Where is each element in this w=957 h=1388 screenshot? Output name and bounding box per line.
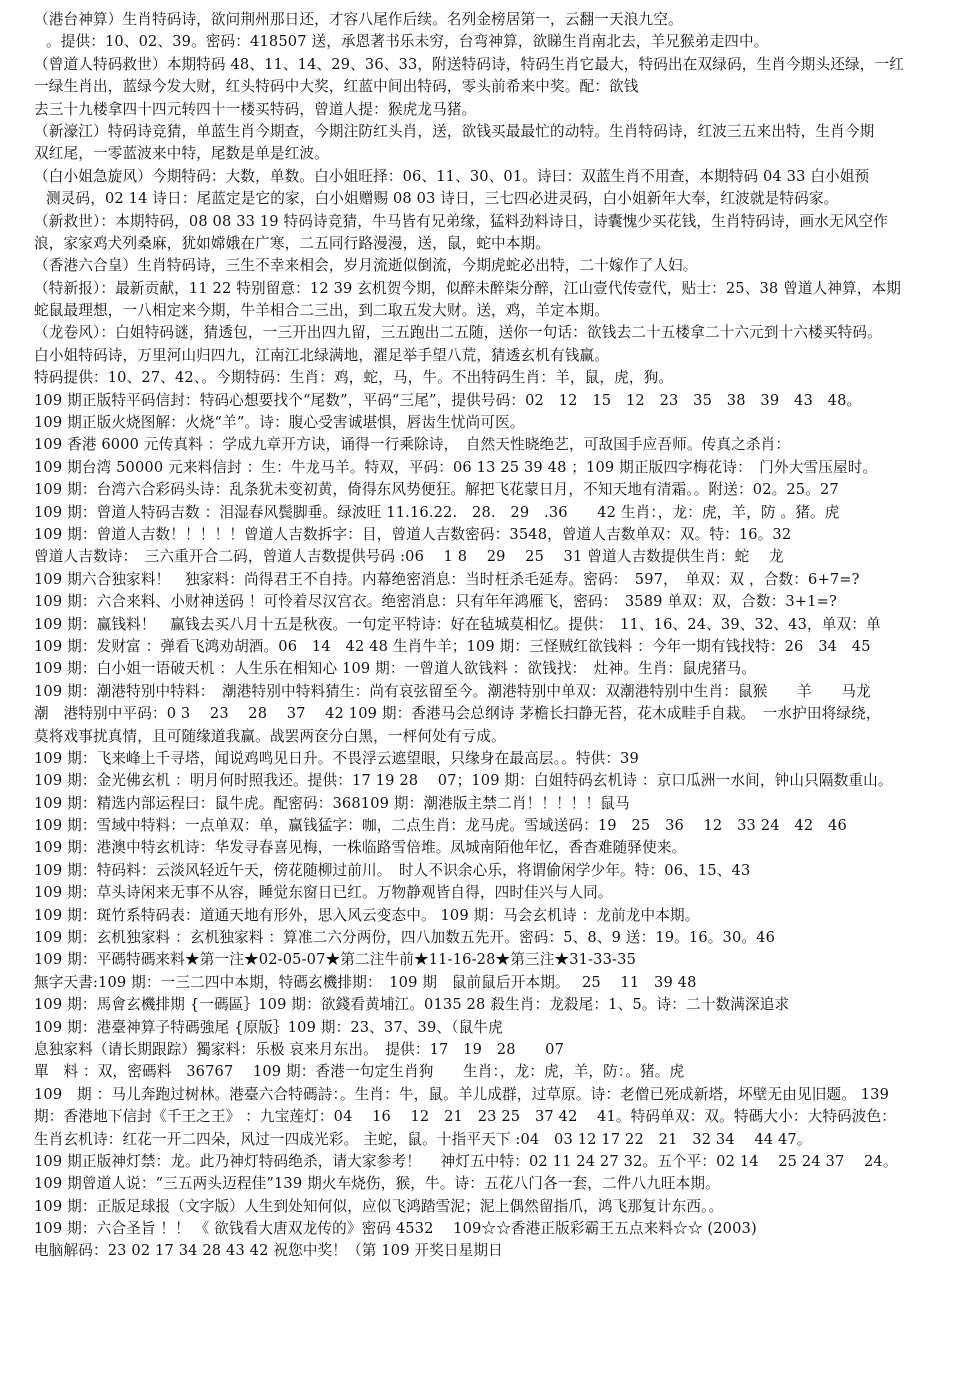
text-line: 109 期：玄机独家料 ：玄机独家料 ：算准二六分两份，四八加数五先开。密码：5、8、9 送：19。16。30。46 — [34, 929, 775, 947]
text-line: 109 期：白小姐一语破天机 ：人生乐在相知心 109 期：一曾道人欲钱料 ：欲钱找： 灶神。生肖：鼠虎猪马。 — [34, 660, 756, 678]
text-line: 109 期：飞来峰上千寻塔，闻说鸡鸣见日升。不畏浮云遮望眼，只缘身在最高层。。特供：39 — [34, 749, 639, 767]
text-line: 一绿生肖出，蓝绿今发大财，红头特码中大奖，红蓝中间出特码，零头前希来中奖。配：欲钱 — [34, 78, 639, 96]
text-line: 白小姐特码诗，万里河山归四九，江南江北绿满地，濯足举手望八荒，猜透玄机有钱赢。 — [34, 346, 610, 364]
text-line: 109 期：台湾六合彩码头诗：乱条犹未变初黄，倚得东风势便狂。解把飞花蒙日月，不知天地有清霜。。附送：02。25。27 — [34, 481, 839, 499]
text-line: 电脑解码：23 02 17 34 28 43 42 祝您中奖！（第 109 开奖日星期日 — [34, 1242, 503, 1260]
text-line: （特新报）：最新贡献，11 22 特别留意：12 39 玄机贺今期，似醉未醉柒分醉，江山壹代传壹代，贴士：25、38 曾道人神算，本期 — [34, 279, 902, 297]
text-line: 109 期：特码料：云淡风轻近午天，傍花随柳过前川。 时人不识余心乐，将谓偷闲学少年。特：06、15、43 — [34, 861, 751, 879]
text-line: 莫将戏事扰真情，且可随缘道我赢。战罢两奁分白黑，一枰何处有亏成。 — [34, 727, 506, 745]
text-line: 109 期：曾道人特码吉数 ：泪湿春风鬓脚垂。绿波旺 11.16.22. 28. 29 .36 42 生肖：，龙：虎，羊，防 。猪。虎 — [34, 503, 840, 521]
document-body — [34, 9, 946, 1263]
text-line: 期：香港地下信封《千王之王》 ：九宝莲灯：04 16 12 21 23 25 37 42 41。特码单双：双。特碼大小：大特码波色： — [34, 1108, 897, 1126]
text-line: 109 期：平碼特碼来料★第一注★02-05-07★第二注牛前★11-16-28★第三注★31-33-35 — [34, 951, 637, 969]
text-line: 109 期正版特平码信封：特码心想要找个“尾数”，平码“三尾”，提供号码：02 12 15 12 23 35 38 39 43 48。 — [34, 391, 862, 409]
text-line: 息独家料（请长期跟踪）獨家料：乐极 哀来月东出。 提供：17 19 28 07 — [34, 1040, 565, 1058]
text-line: （曾道人特码救世）本期特码 48、11、14、29、36、33，附送特码诗，特码生肖它最大，特码出在双绿码，生肖今期头还绿，一红 — [34, 55, 904, 73]
text-line: 無字天書:109 期：一三二四中本期，特碼玄機排期： 109 期 鼠前鼠后开本期。 25 11 39 48 — [34, 973, 697, 991]
text-line: 109 期：六合来料、小财神送码 ！可怜着尽汉宫衣。绝密消息：只有年年鸿雁飞，密码： 3589 单双：双，合数：3+1=? — [34, 593, 837, 611]
text-line: 單 料 ：双，密碼料 36767 109 期：香港一句定生肖狗 生肖：，龙：虎，羊，防：。猪。虎 — [34, 1063, 685, 1081]
text-line: 109 期正版火烧图解：火烧“羊”。诗：腹心受害诚堪惧，唇齿生忧尚可医。 — [34, 414, 525, 432]
text-line: 109 期台湾 50000 元来料信封 ：生：牛龙马羊。特双，平码：06 13 25 39 48 ；109 期正版四字梅花诗： 门外大雪压屋时。 — [34, 458, 878, 476]
text-line: （龙卷风）：白姐特码谜，猜透包，一三开出四九留，三五跑出二五随，送你一句话：欲钱去二十五楼拿二十六元到十六楼买特码。 — [34, 324, 882, 342]
text-line: 109 期：草头诗闲来无事不从容，睡觉东窗日已红。万物静观皆自得，四时佳兴与人同。 — [34, 884, 613, 902]
text-line: 去三十九楼拿四十四元转四十一楼买特码，曾道人提：猴虎龙马猪。 — [34, 100, 477, 118]
text-line: 特码提供：10、27、42、。今期特码：生肖：鸡，蛇，马，牛。不出特码生肖：羊，鼠，虎，狗。 — [34, 369, 674, 387]
text-line: 109 期：精选内部运程曰：鼠牛虎。配密码：368109 期：潮港版主禁二肖！！！！！鼠马 — [34, 794, 630, 812]
text-line: （港台神算）生肖特码诗，欲问荆州那日还，才容八尾作后续。名列金榜居第一，云翻一天浪九空。 — [34, 11, 683, 28]
text-line: 109 期：潮港特别中特料： 潮港特别中特料猜生：尚有哀弦留至今。潮港特别中单双：双潮港特别中生肖：鼠猴 羊 马龙 — [34, 682, 871, 700]
text-line: 109 期：六合圣旨 ！！ 《 欲钱看大唐双龙传的》密码 4532 109☆☆香港正版彩霸王五点来料☆☆ (2003) — [34, 1220, 757, 1238]
text-line: 109 期：港澳中特玄机诗：华发寻春喜见梅，一株临路雪倍堆。凤城南陌他年忆，香杳难随驿使来。 — [34, 839, 687, 857]
text-line: 109 期：斑竹系特码表：道通天地有形外，思入风云变态中。 109 期：马会玄机诗 ：龙前龙中本期。 — [34, 906, 700, 924]
text-line: 生肖玄机诗：红花一开二四朵，风过一四成光彩。 主蛇，鼠。十指平天下 :04 03 12 17 22 21 32 34 44 47。 — [34, 1130, 812, 1148]
text-line: 。提供：10、02、39。密码：418507 送，承恩著书乐未穷，台弯神算，欲睇生肖南北去，羊兄猴弟走四中。 — [46, 33, 769, 51]
text-line: 曾道人吉数诗： 三六重开合二码，曾道人吉数提供号码 :06 1 8 29 25 31 曾道人吉数提供生肖：蛇 龙 — [34, 548, 784, 566]
text-line: 109 期：赢钱料！ 赢钱去买八月十五是秋夜。一句定平特诗：好在毡城莫相忆。提供： 11、16、24、39、32、43，单双：单 — [34, 615, 881, 633]
text-line: 测灵码，02 14 诗日：尾蓝定是它的家，白小姐赠赐 08 03 诗日，三七四必进灵码，白小姐新年大奉，红波就是特码家。 — [46, 190, 839, 208]
text-line: 109 香港 6000 元传真料 ：学成九章开方诀，诵得一行乘除诗， 自然天性晓绝艺，可敌国手应吾师。传真之杀肖： — [34, 436, 791, 454]
text-line: 109 期正版神灯禁：龙。此乃神灯特码绝杀，请大家参考！ 神灯五中特：02 11 24 27 32。五个平：02 14 25 24 37 24。 — [34, 1152, 898, 1170]
text-line: 109 期：港臺神算子特碼強尾 {原版｝109 期：23、37、39、（鼠牛虎 — [34, 1018, 503, 1036]
text-line: 109 期：曾道人吉数！！！！！曾道人吉数拆字：目，曾道人吉数密码：3548，曾道人吉数单双：双。特：16。32 — [34, 525, 792, 543]
text-line: （白小姐急旋风）今期特码：大数，单数。白小姐旺择：06、11、30、01。诗曰：双蓝生肖不用查，本期特码 04 33 白小姐预 — [34, 167, 870, 185]
text-line: 109 期 ：马儿奔跑过树林。港臺六合特碼詩：。生肖：牛，鼠。羊儿成群，过草原。诗：老僧已死成新塔，坏壁无由见旧题。 139 — [34, 1085, 890, 1103]
text-line: 109 期：馬會玄機排期 {一碼區｝109 期：欲錢看黄埔江。0135 28 殺生肖：龙殺尾：1、5。诗：二十数满深追求 — [34, 996, 790, 1014]
text-line: （新救世）：本期特码，08 08 33 19 特码诗竞猜，牛马皆有兄弟缘，猛料劲料诗日，诗囊愧少买花钱，生肖特码诗，画水无风空作 — [34, 212, 889, 230]
text-line: 109 期：正版足球报（文字版）人生到处知何似，应似飞鸿踏雪泥；泥上偶然留指爪，鸿飞那复计东西。。 — [34, 1197, 724, 1215]
text-line: （香港六合皇）生肖特码诗，三生不幸来相会，岁月流逝似倒流，今期虎蛇必出特，二十嫁作了人妇。 — [34, 257, 698, 275]
text-line: 蛇鼠最理想，一八相定来今期，牛羊相合二三出，到二取五发大财。送，鸡，羊定本期。 — [34, 302, 610, 320]
text-line: 潮 港特别中平码：0 3 23 28 37 42 109 期：香港马会总纲诗 茅檐长扫静无苔，花木成畦手自栽。 一水护田将绿绕， — [34, 705, 881, 723]
text-line: 109 期：雪域中特料：一点单双：单，赢钱猛字：咖，二点生肖：龙马虎。雪域送码：19 25 36 12 33 24 42 46 — [34, 817, 847, 835]
text-line: 109 期：发财富 ：弹看飞鸿劝胡酒。06 14 42 48 生肖牛羊；109 期：三怪贼红欲钱料 ：今年一期有钱找特：26 34 45 — [34, 637, 871, 655]
text-line: 109 期曾道人说：“三五两头迈程佳”139 期火车烧伤，猴，牛。诗：五花八门各一套，二件八九旺本期。 — [34, 1175, 720, 1193]
text-line: 双红尾，一零蓝波来中特，尾数是单是红波。 — [34, 145, 329, 163]
text-line: 109 期六合独家料！ 独家料：尚得君王不自持。内幕绝密消息：当时枉杀毛延寿。密码： 597， 单双：双 ，合数：6+7=? — [34, 570, 860, 588]
text-line: （新濠江）特码诗竞猜，单蓝生肖今期查，今期注防红头肖，送，欲钱买最最忙的动特。生肖特码诗，红波三五来出特，生肖今期 — [34, 122, 875, 140]
text-line: 109 期：金光佛玄机 ：明月何时照我还。提供：17 19 28 07；109 期：白姐特码玄机诗 ：京口瓜洲一水间，钟山只隔数重山。 — [34, 772, 893, 790]
text-line: 浪，家家鸡犬列桑麻，犹如嫦娥在广寒，二五同行路漫漫，送，鼠，蛇中本期。 — [34, 234, 551, 252]
